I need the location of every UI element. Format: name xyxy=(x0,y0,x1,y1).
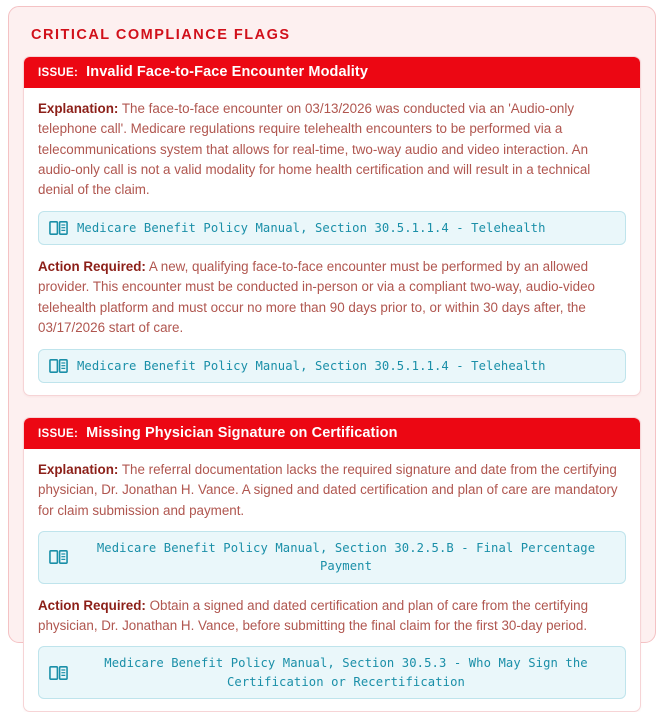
page-title: CRITICAL COMPLIANCE FLAGS xyxy=(31,27,291,43)
issue-kicker-label: ISSUE: xyxy=(38,427,79,440)
issue-kicker-label: ISSUE: xyxy=(38,66,79,79)
explanation-paragraph xyxy=(38,99,626,201)
citation-explanation[interactable] xyxy=(38,211,626,245)
explanation-paragraph xyxy=(38,460,626,521)
action-paragraph xyxy=(38,257,626,339)
citation-text: Medicare Benefit Policy Manual, Section 30.5.3 - Who May Sign the Certification or Recertification xyxy=(104,656,588,689)
citation-text: Medicare Benefit Policy Manual, Section 30.5.1.1.4 - Telehealth xyxy=(77,358,546,373)
citation-action[interactable] xyxy=(38,646,626,699)
issue-header xyxy=(24,57,640,88)
explanation-text: The face-to-face encounter on 03/13/2026 was conducted via an 'Audio-only telephone call'. Medicare regulations require telehealth encounters to be performed via a telecommunications system that allows for real-time, two-way audio and video interaction. An audio-only call is not a valid modality for home health certification and will result in a technical denial of the claim. xyxy=(38,100,591,198)
open-book-icon xyxy=(49,549,68,565)
open-book-icon xyxy=(49,220,68,236)
action-text: Obtain a signed and dated certification and plan of care from the certifying physician, Dr. Jonathan H. Vance, before submitting the final claim for the first 30-day period. xyxy=(38,597,589,633)
explanation-label: Explanation: xyxy=(38,100,119,116)
issue-header xyxy=(24,418,640,449)
citation-explanation[interactable] xyxy=(38,531,626,584)
citation-action[interactable] xyxy=(38,349,626,383)
action-text: A new, qualifying face-to-face encounter must be performed by an allowed provider. This encounter must be conducted in-person or via a compliant two-way, audio-video telehealth platform and must occur no more than 90 days prior to, or within 30 days after, the 03/17/2026 start of care. xyxy=(38,259,595,336)
issue-body xyxy=(24,449,640,711)
action-label: Action Required: xyxy=(38,259,146,275)
issue-body xyxy=(24,88,640,395)
explanation-text: The referral documentation lacks the required signature and date from the certifying physician, Dr. Jonathan H. Vance. A signed and dated certification and plan of care are mandatory for claim submission and payment. xyxy=(38,461,618,518)
action-label: Action Required: xyxy=(38,597,146,613)
issue-title: Missing Physician Signature on Certification xyxy=(86,424,398,441)
citation-text: Medicare Benefit Policy Manual, Section 30.5.1.1.4 - Telehealth xyxy=(77,220,546,235)
action-paragraph xyxy=(38,596,626,637)
critical-compliance-flags-panel xyxy=(8,6,656,689)
issue-title: Invalid Face-to-Face Encounter Modality xyxy=(86,63,369,80)
issue-card xyxy=(23,56,641,396)
issue-card xyxy=(23,417,641,712)
open-book-icon xyxy=(49,358,68,374)
explanation-label: Explanation: xyxy=(38,461,119,477)
open-book-icon xyxy=(49,665,68,681)
citation-text: Medicare Benefit Policy Manual, Section 30.2.5.B - Final Percentage Payment xyxy=(96,541,596,574)
